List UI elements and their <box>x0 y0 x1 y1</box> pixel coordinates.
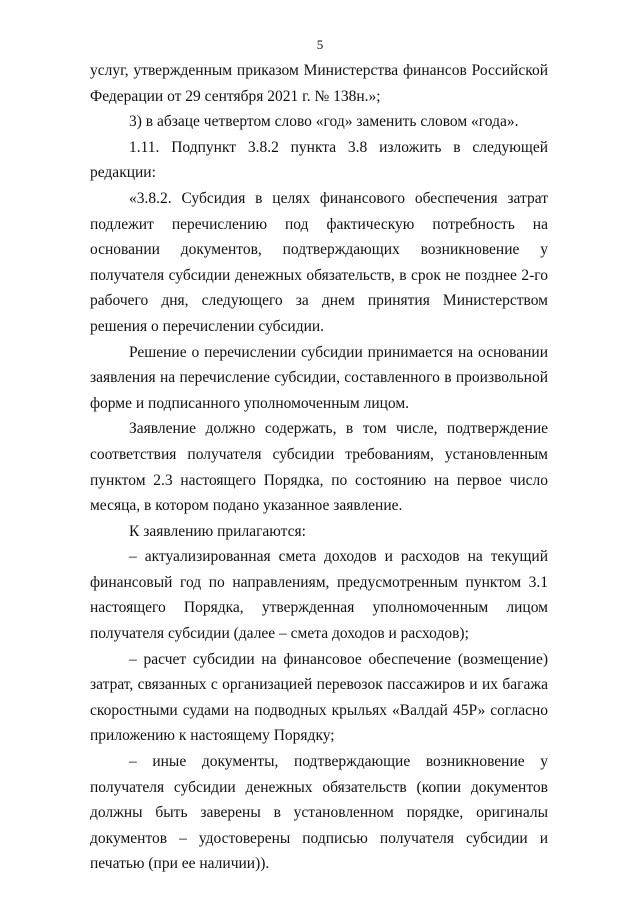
list-item-other-documents: – иные документы, подтверждающие возникновение у получателя субсидии денежных обязательств (копии документов должны быть заверены в установленном порядке, оригиналы документов – удостоверены подписью получателя субсидии и печатью (при ее наличии)). <box>90 753 548 873</box>
paragraph-continuation: услуг, утвержденным приказом Министерства финансов Российской Федерации от 29 сентября 2021 г. № 138н.»; <box>90 62 548 105</box>
list-item-budget-estimate: – актуализированная смета доходов и расходов на текущий финансовый год по направлениям, предусмотренным пунктом 3.1 настоящего Порядка, утвержденная уполномоченным лицом получателя субсидии (далее – смета доходов и расходов); <box>90 548 548 643</box>
page-number: 5 <box>316 37 324 52</box>
paragraph-attachments-heading: К заявлению прилагаются: <box>129 522 306 540</box>
document-body <box>90 58 548 877</box>
paragraph-application-content: Заявление должно содержать, в том числе, подтверждение соответствия получателя субсидии требованиям, установленным пунктом 2.3 настоящего Порядка, по состоянию на первое число месяца, в котором подано указанное заявление. <box>90 420 548 515</box>
paragraph-subclause-3-8-2: «3.8.2. Субсидия в целях финансового обеспечения затрат подлежит перечислению под фактическую потребность на основании документов, подтверждающих возникновение у получателя субсидии денежных обязательств, в срок не позднее 2-го рабочего дня, следующего за днем принятия Министерством решения о перечислении субсидии. <box>90 189 548 335</box>
paragraph-clause-1-11: 1.11. Подпункт 3.8.2 пункта 3.8 изложить в следующей редакции: <box>90 138 548 182</box>
paragraph-decision: Решение о перечислении субсидии принимается на основании заявления на перечисление субсидии, составленного в произвольной форме и подписанного уполномоченным лицом. <box>90 343 548 412</box>
list-item-subsidy-calculation: – расчет субсидии на финансовое обеспечение (возмещение) затрат, связанных с организацией перевозок пассажиров и их багажа скоростными судами на подводных крыльях «Валдай 45Р» согласно приложению к настоящему Порядку; <box>90 650 548 745</box>
paragraph-amendment-3: 3) в абзаце четвертом слово «год» заменить словом «года». <box>129 113 519 131</box>
